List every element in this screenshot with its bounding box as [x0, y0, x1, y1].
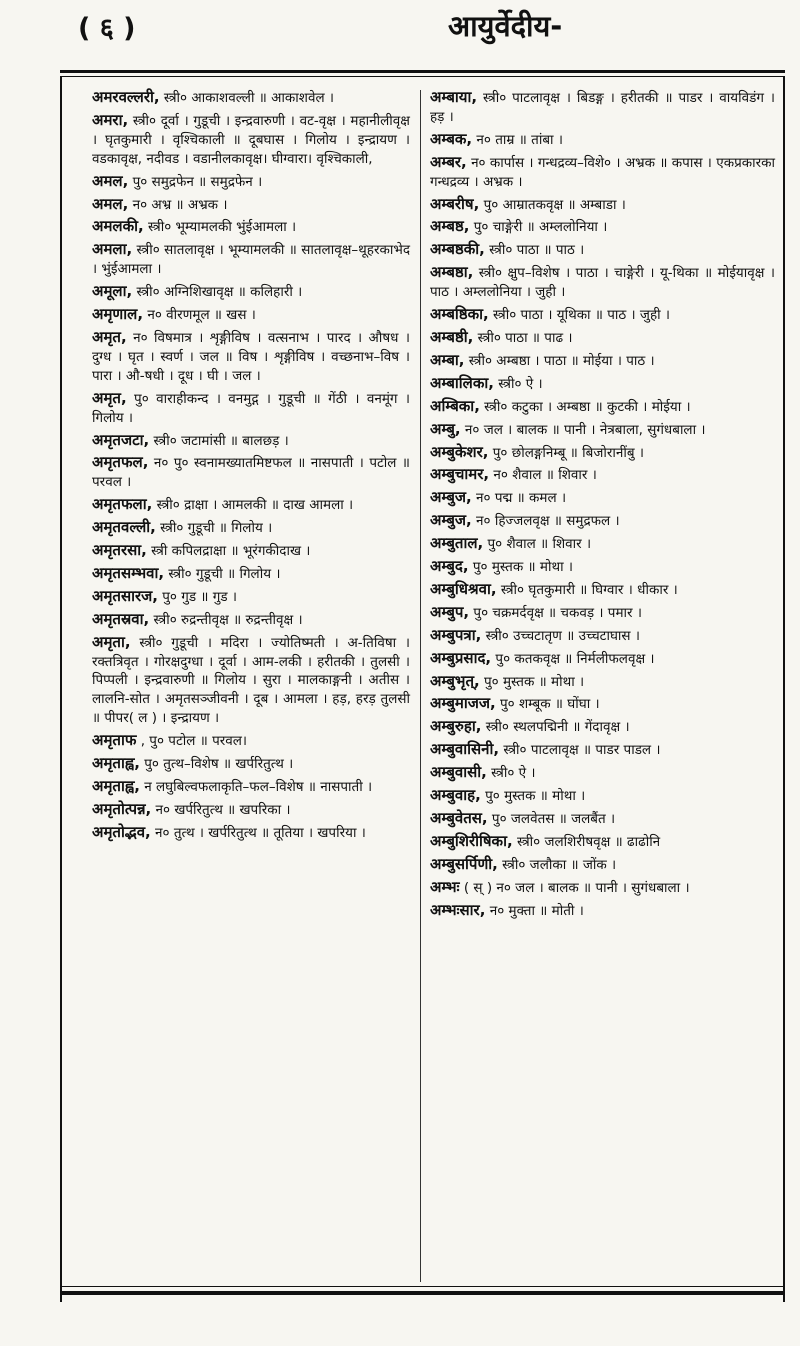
entry-definition: पु० छोलङ्गनिम्बू ॥ बिजोरानींबु । — [488, 444, 644, 461]
entry-headword: अमृतसारज, — [92, 586, 158, 605]
entry-definition: पु० समुद्रफेन ॥ समुद्रफेन । — [128, 173, 263, 190]
entry-headword: अम्बुवेतस, — [430, 809, 488, 827]
dictionary-entry — [430, 901, 775, 921]
column-divider — [420, 90, 421, 1282]
entry-definition: स्त्री० क्षुप–विशेष । पाठा । चाङ्गेरी । यू-थिका ॥ मोईयावृक्ष । पाठ । अम्ललोनिया । जुही । — [430, 265, 775, 301]
entry-headword: अम्बुज, — [430, 511, 472, 530]
dictionary-entry — [92, 564, 410, 584]
entry-definition: न० खर्परितुत्थ ॥ खपरिका । — [151, 801, 291, 818]
dictionary-entry — [92, 495, 410, 515]
dictionary-entry — [430, 488, 775, 508]
dictionary-entry — [430, 217, 775, 237]
dictionary-entry — [430, 649, 775, 669]
entry-headword: अमृताह्व, — [92, 777, 140, 795]
entry-definition: न० शैवाल ॥ शिवार । — [489, 467, 597, 484]
entry-definition: न० वीरणमूल ॥ खस । — [143, 307, 256, 324]
dictionary-entry — [430, 534, 775, 554]
entry-headword: अम्बष्ठी, — [430, 327, 474, 346]
right-column — [430, 88, 775, 924]
dictionary-entry — [430, 763, 775, 783]
dictionary-entry — [430, 786, 775, 806]
entry-headword: अम्बाया, — [430, 88, 478, 106]
dictionary-entry — [92, 431, 410, 451]
dictionary-entry — [92, 800, 410, 820]
entry-headword: अमृत, — [92, 327, 127, 346]
entry-headword: अम्बा, — [430, 350, 465, 369]
entry-headword: अमृतजटा, — [92, 430, 150, 449]
entry-definition: न० तुत्थ । खर्परितुत्थ ॥ तूतिया । खपरिया । — [150, 824, 366, 841]
entry-definition: न० मुक्ता ॥ मोती । — [485, 902, 584, 919]
entry-definition: न० हिज्जलवृक्ष ॥ समुद्रफल । — [471, 513, 620, 530]
entry-definition: स्त्री० स्थलपद्मिनी ॥ गेंदावृक्ष । — [481, 719, 630, 736]
dictionary-entry — [430, 740, 775, 760]
entry-definition: स्त्री० घृतकुमारी ॥ घिग्वार । धीकार । — [496, 581, 678, 598]
page-number: ( ६ ) — [78, 13, 136, 44]
entry-headword: अम्बष्ठ, — [430, 217, 470, 236]
entry-definition: पु० कतकवृक्ष ॥ निर्मलीफलवृक्ष । — [491, 650, 655, 667]
entry-headword: अम्बुपत्रा, — [430, 625, 482, 644]
entry-headword: अम्बुवासिनी, — [430, 740, 500, 759]
dictionary-entry — [430, 603, 775, 623]
entry-headword: अमृतवल्ली, — [92, 518, 156, 537]
entry-definition: स्त्री० जलौका ॥ जोंक । — [497, 856, 617, 873]
dictionary-entry — [430, 717, 775, 737]
entry-definition: स्त्री० कटुका । अम्बष्ठा ॥ कुटकी । मोईया । — [479, 398, 691, 415]
entry-definition: स्त्री० जलशिरीषवृक्ष ॥ ढाढोनि — [512, 833, 661, 850]
dictionary-entry — [430, 443, 775, 463]
entry-definition: स्त्री० पाठा । यूथिका ॥ पाठ । जुही । — [488, 307, 671, 324]
entry-headword: अम्बुप्रसाद, — [430, 648, 492, 667]
entry-definition: स्त्री० जटामांसी ॥ बालछड़ । — [149, 432, 289, 449]
entry-headword: अम्बुमाजज, — [430, 694, 496, 713]
entry-definition: पु० आम्रातकवृक्ष ॥ अम्बाडा । — [479, 196, 626, 213]
dictionary-entry — [92, 389, 410, 428]
dictionary-entry — [430, 511, 775, 531]
dictionary-entry — [92, 453, 410, 492]
dictionary-entry — [430, 420, 775, 440]
dictionary-entry — [92, 754, 410, 774]
entry-headword: अम्बुसर्पिणी, — [430, 854, 498, 873]
entry-headword: अमृतफला, — [92, 495, 153, 514]
entry-headword: अम्बिका, — [430, 396, 480, 415]
entry-headword: अमृणाल, — [92, 305, 144, 324]
entry-definition: स्त्री० गुडूची ॥ गिलोय । — [155, 520, 273, 537]
entry-definition: स्त्री० ऐ । — [493, 375, 543, 392]
entry-headword: अम्बुवासी, — [430, 763, 487, 782]
dictionary-entry — [430, 397, 775, 417]
entry-definition: न० विषमात्र । शृङ्गीविष । वत्सनाभ । पारद । औषध । दुग्ध । घृत । स्वर्ण । जल ॥ विष । शृङ्गीविष । वच्छनाभ–विष । पारा । औ-षधी । दूध । घी । जल । — [92, 329, 410, 384]
entry-definition: ( स् ) न० जल । बालक ॥ पानी । सुगंधबाला । — [459, 879, 690, 896]
entry-headword: अम्बष्ठा, — [430, 263, 474, 282]
entry-headword: अमृतोत्पन्न, — [92, 799, 152, 818]
entry-headword: अमल, — [92, 194, 129, 213]
dictionary-entry — [92, 587, 410, 607]
entry-headword: अमरा, — [92, 110, 129, 129]
entry-definition: न० ताम्र ॥ तांबा । — [472, 131, 563, 148]
entry-definition: स्त्री० ऐ । — [486, 765, 536, 782]
entry-headword: अम्बुप, — [430, 602, 470, 621]
right-border — [783, 76, 785, 1302]
top-rule-thin — [60, 76, 785, 77]
entry-definition: पु० मुस्तक ॥ मोथा । — [479, 673, 585, 690]
entry-definition: पु० मुस्तक ॥ मोथा । — [468, 559, 574, 576]
left-border — [60, 76, 62, 1302]
page-header — [0, 0, 800, 70]
entry-headword: अम्भःसार, — [430, 900, 486, 919]
entry-definition: पु० चाङ्गेरी ॥ अम्ललोनिया । — [469, 219, 608, 236]
entry-definition: स्त्री० गुडूची । मदिरा । ज्योतिष्मती । अ-तिविषा । रक्तत्रिवृत । गोरक्षदुग्धा । दूर्वा । आम-लकी । हरीतकी । तुलसी । पिप्पली । इन्द्रवारुणी ॥ गिलोय । सुरा । मालकाङ्गनी । अतीस । लालनि-सोत । अमृतसञ्जीवनी । दूब । आमला । हड़, हरड़ तुलसी ॥ पीपर( ल ) । इन्द्रायण । — [92, 634, 410, 727]
entry-headword: अमृतोद्भव, — [92, 822, 151, 841]
entry-headword: अम्बु, — [430, 419, 461, 438]
entry-headword: अमृताफ — [92, 731, 137, 750]
dictionary-entry — [430, 855, 775, 875]
dictionary-entry — [430, 240, 775, 260]
entry-headword: अम्बुरुहा, — [430, 717, 482, 736]
entry-headword: अम्भः — [430, 877, 460, 896]
dictionary-entry — [430, 557, 775, 577]
running-title: आयुर्वेदीय- — [448, 9, 563, 43]
dictionary-entry — [430, 195, 775, 215]
entry-definition: स्त्री० पाटलावृक्ष ॥ पाडर पाडल । — [499, 742, 661, 759]
dictionary-entry — [430, 878, 775, 898]
dictionary-entry — [430, 694, 775, 714]
entry-definition: स्त्री० रुद्रन्तीवृक्ष ॥ रुद्रन्तीवृक्ष । — [149, 611, 303, 628]
dictionary-entry — [92, 777, 410, 797]
dictionary-entry — [92, 328, 410, 386]
entry-headword: अम्बष्ठकी, — [430, 240, 485, 259]
entry-definition: न लघुबिल्वफलाकृति–फल–विशेष ॥ नासपाती । — [139, 779, 373, 795]
entry-headword: अमरवल्लरी, — [92, 88, 160, 106]
entry-headword: अम्बुवाह, — [430, 786, 481, 805]
entry-definition: पु० मुस्तक ॥ मोथा । — [480, 788, 586, 805]
entry-definition: स्त्री० द्राक्षा । आमलकी ॥ दाख आमला । — [152, 497, 354, 514]
entry-definition: पु० गुड ॥ गुड । — [157, 588, 237, 605]
entry-definition: पु० तुत्थ–विशेष ॥ खर्परितुत्थ । — [139, 756, 294, 773]
entry-definition: पु० वाराहीकन्द । वनमुद्ग । गुडूची ॥ गेंठी । वनमूंग । गिलोय । — [92, 390, 410, 426]
dictionary-entry — [430, 465, 775, 485]
dictionary-entry — [430, 88, 775, 127]
entry-definition: स्त्री० अग्निशिखावृक्ष ॥ कलिहारी । — [132, 284, 303, 301]
entry-headword: अमृत, — [92, 388, 127, 407]
bottom-rule-thick — [60, 1291, 785, 1295]
entry-definition: स्त्री० सातलावृक्ष । भूम्यामलकी ॥ सातलावृक्ष–थूहरकाभेद । भुंईआमला । — [92, 242, 410, 278]
dictionary-entry — [92, 172, 410, 192]
dictionary-entry — [92, 240, 410, 279]
entry-headword: अमृतसम्भवा, — [92, 563, 165, 582]
entry-definition: स्त्री० पाठा ॥ पाठ । — [484, 242, 585, 259]
entry-headword: अम्बुचामर, — [430, 465, 490, 484]
dictionary-entry — [92, 633, 410, 729]
entry-headword: अमृताह्व, — [92, 754, 140, 773]
dictionary-entry — [430, 374, 775, 394]
entry-definition: स्त्री० गुडूची ॥ गिलोय । — [164, 565, 281, 582]
entry-headword: अमूला, — [92, 282, 133, 301]
dictionary-entry — [430, 832, 775, 852]
entry-headword: अम्बष्ठिका, — [430, 305, 489, 324]
dictionary-entry — [92, 731, 410, 751]
entry-headword: अमल, — [92, 171, 129, 190]
dictionary-entry — [430, 580, 775, 600]
entry-headword: अमृतरसा, — [92, 541, 147, 560]
dictionary-entry — [92, 541, 410, 561]
bottom-rule-thin — [60, 1286, 785, 1287]
dictionary-entry — [430, 626, 775, 646]
entry-headword: अम्बर, — [430, 152, 467, 171]
entry-definition: न० पद्म ॥ कमल । — [471, 490, 567, 507]
entry-definition: न० जल । बालक ॥ पानी । नेत्रबाला, सुगंधबाला । — [460, 421, 706, 438]
entry-headword: अम्बुशिरीषिका, — [430, 831, 513, 850]
entry-headword: अम्बुभृत्, — [430, 671, 480, 690]
entry-definition: पु० चक्रमर्दवृक्ष ॥ चकवड़ । पमार । — [469, 604, 642, 621]
entry-headword: अम्बालिका, — [430, 373, 494, 392]
dictionary-entry — [430, 809, 775, 829]
entry-definition: स्त्री० दूर्वा । गुडूची । इन्द्रवारुणी । वट-वृक्ष । महानीलीवृक्ष । घृतकुमारी । वृश्चिकाली ॥ दूबघास । गिलोय । इन्द्रायण । वडकावृक्ष, नदीवड । वडानीलकावृक्ष। घीग्वारा। वृश्चिकाली, — [92, 112, 410, 167]
dictionary-entry — [430, 130, 775, 150]
entry-headword: अम्बक, — [430, 129, 473, 148]
entry-definition: स्त्री० अम्बष्ठा । पाठा ॥ मोईया । पाठ । — [464, 352, 655, 369]
dictionary-entry — [92, 111, 410, 169]
entry-definition: स्त्री० पाटलावृक्ष । बिडङ्ग । हरीतकी ॥ पाडर । वायविडंग । हड़ । — [430, 90, 775, 125]
entry-definition: स्त्री० उच्चटातृण ॥ उच्चटाघास । — [481, 627, 640, 644]
entry-definition: स्त्री० भूम्यामलकी भुंईआमला । — [143, 219, 297, 236]
entry-headword: अम्बुद, — [430, 557, 469, 576]
dictionary-entry — [92, 610, 410, 630]
dictionary-entry — [430, 263, 775, 302]
entry-headword: अमलकी, — [92, 217, 144, 236]
dictionary-entry — [92, 88, 410, 108]
dictionary-entry — [430, 153, 775, 192]
entry-headword: अम्बुकेशर, — [430, 442, 489, 461]
dictionary-entry — [92, 305, 410, 325]
entry-definition: पु० शम्बूक ॥ घोंघा । — [495, 696, 600, 713]
entry-definition: न० अभ्र ॥ अभ्रक । — [128, 196, 228, 213]
dictionary-entry — [92, 282, 410, 302]
dictionary-entry — [430, 672, 775, 692]
entry-headword: अमृतफल, — [92, 453, 149, 472]
dictionary-entry — [92, 195, 410, 215]
entry-headword: अम्बुधिश्रवा, — [430, 579, 497, 598]
entry-headword: अम्बुज, — [430, 488, 472, 507]
entry-definition: न० कार्पास । गन्धद्रव्य–विशे० । अभ्रक ॥ कपास । एकप्रकारका गन्धद्रव्य । अभ्रक । — [430, 154, 775, 190]
entry-headword: अमला, — [92, 240, 133, 259]
dictionary-entry — [92, 823, 410, 843]
entry-headword: अम्बरीष, — [430, 194, 480, 213]
dictionary-entry — [430, 351, 775, 371]
entry-definition: स्त्री० पाठा ॥ पाढ । — [473, 329, 573, 346]
entry-headword: अम्बुताल, — [430, 534, 484, 553]
entry-definition: पु० जलवेतस ॥ जलबैंत । — [487, 811, 616, 827]
dictionary-entry — [430, 328, 775, 348]
dictionary-entry — [92, 217, 410, 237]
entry-definition: न० पु० स्वनामख्यातमिष्टफल ॥ नासपाती । पटोल ॥ परवल । — [92, 455, 410, 491]
dictionary-entry — [430, 305, 775, 325]
left-column — [92, 88, 410, 846]
entry-definition: स्त्री० आकाशवल्ली ॥ आकाशवेल । — [159, 90, 335, 106]
entry-definition: , पु० पटोल ॥ परवल। — [136, 733, 248, 750]
entry-definition: पु० शैवाल ॥ शिवार । — [483, 536, 592, 553]
top-rule-thick — [60, 70, 785, 73]
entry-headword: अमृतस्रवा, — [92, 609, 150, 628]
entry-headword: अमृता, — [92, 632, 131, 651]
dictionary-entry — [92, 518, 410, 538]
entry-definition: स्त्री कपिलद्राक्षा ॥ भूरंगकीदाख । — [146, 543, 311, 560]
